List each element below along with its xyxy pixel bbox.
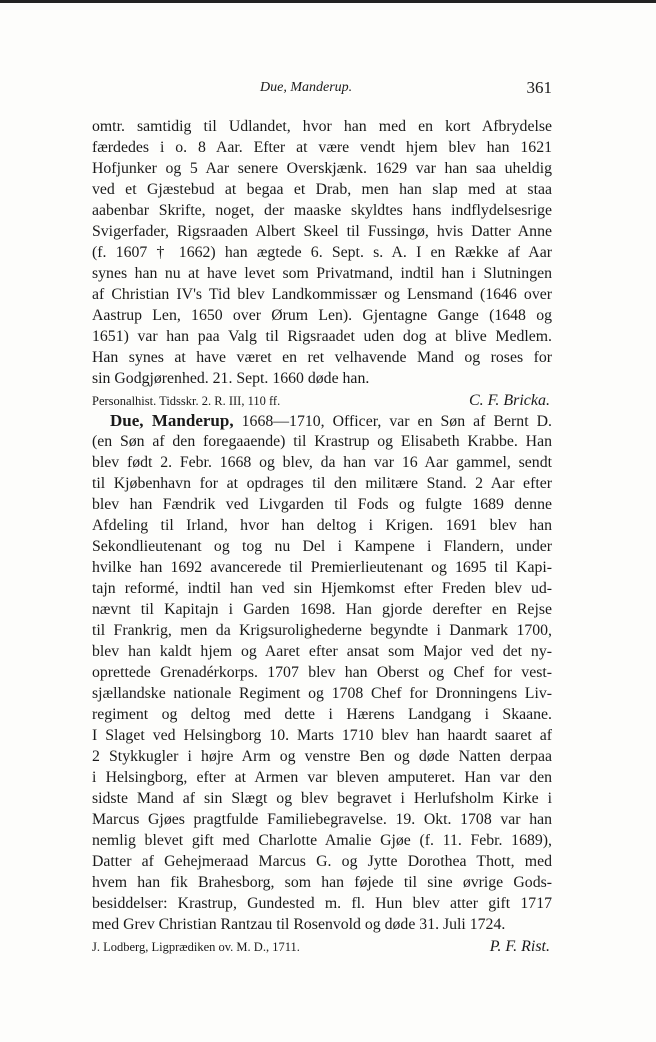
text-line: regiment og deltog med dette i Hærens Landgang i Skaane.: [92, 706, 552, 723]
text-line: til Kjøbenhavn for at opdrages til den militære Stand. 2 Aar efter: [92, 475, 552, 492]
text-line: sidste Mand af sin Slægt og blev begravet i Herlufsholm Kirke i: [92, 790, 552, 807]
author-signature: C. F. Bricka.: [468, 392, 550, 409]
text-line: besiddelser: Krastrup, Gundested m. fl. Hun blev atter gift 1717: [92, 895, 552, 912]
text-line: hvilke han 1692 avancerede til Premierlieutenant og 1695 til Kapi-: [92, 559, 552, 576]
entry-due-manderup: [92, 410, 552, 959]
text-line: oprettede Grenadérkorps. 1707 blev han Oberst og Chef for vest-: [92, 664, 552, 681]
entry-headword: Due, Manderup,: [110, 411, 234, 430]
page-top-rule: [0, 0, 656, 3]
text-line: ved et Gjæstebud at begaa et Drab, men han slap med at staa: [92, 181, 552, 198]
text-line: til Frankrig, men da Krigsurolighederne begyndte i Danmark 1700,: [92, 622, 552, 639]
text-line: med Grev Christian Rantzau til Rosenvold og døde 31. Juli 1724.: [92, 916, 506, 933]
text-line: Datter af Gehejmeraad Marcus G. og Jytte Dorothea Thott, med: [92, 853, 552, 870]
text-line: sin Godgjørenhed. 21. Sept. 1660 døde han.: [92, 370, 370, 387]
text-line: nævnt til Kapitajn i Garden 1698. Han gjorde derefter en Rejse: [92, 601, 552, 618]
text-line: Marcus Gjøes pragtfulde Familiebegravelse. 19. Okt. 1708 var han: [92, 811, 552, 828]
text-line: tajn reformé, indtil han ved sin Hjemkomst efter Freden blev ud-: [92, 580, 552, 597]
text-line: af Christian IV's Tid blev Landkommissær og Lensmand (1646 over: [92, 286, 552, 303]
text-line: Afdeling til Irland, hvor han deltog i Krigen. 1691 blev han: [92, 517, 552, 534]
text-line: blev han kaldt hjem og Aaret efter ansat som Major ved det ny-: [92, 643, 552, 660]
text-line: sjællandske nationale Regiment og 1708 Chef for Dronningens Liv-: [92, 685, 552, 702]
reference-line: [92, 935, 552, 959]
text-line: Hofjunker og 5 Aar senere Overskjænk. 1629 var han saa uheldig: [92, 160, 552, 177]
entry-previous: [92, 116, 552, 413]
text-line: I Slaget ved Helsingborg 10. Marts 1710 blev han haardt saaret af: [92, 727, 552, 744]
text-line: i Helsingborg, efter at Armen var bleven amputeret. Han var den: [92, 769, 552, 786]
text-line: aabenbar Skrifte, noget, der maaske skyldtes hans indflydelsesrige: [92, 202, 552, 219]
text-line: synes han nu at have levet som Privatmand, indtil han i Slutningen: [92, 265, 552, 282]
running-title: Due, Manderup.: [260, 80, 353, 95]
text-line: færdedes i o. 8 Aar. Efter at være vendt hjem blev han 1621: [92, 139, 552, 156]
text-line: Han synes at have været en ret velhavende Mand og roses for: [92, 349, 552, 366]
text-line: omtr. samtidig til Udlandet, hvor han med en kort Afbrydelse: [92, 118, 552, 135]
entry-first-line: [92, 410, 552, 431]
text-line: (f. 1607 † 1662) han ægtede 6. Sept. s. A. I en Række af Aar: [92, 244, 552, 261]
text-line: Sekondlieutenant og tog nu Del i Kampene i Flandern, under: [92, 538, 552, 555]
text-line: Aastrup Len, 1650 over Ørum Len). Gjentagne Gange (1648 og: [92, 307, 552, 324]
page-number: 361: [526, 78, 552, 97]
text-line: (en Søn af den foregaaende) til Krastrup og Elisabeth Krabbe. Han: [92, 433, 552, 450]
text-line: 2 Stykkugler i højre Arm og venstre Ben og døde Natten derpaa: [92, 748, 552, 765]
source-reference: Personalhist. Tidsskr. 2. R. III, 110 ff.: [92, 394, 281, 408]
text-line: 1651) var han paa Valg til Rigsraadet uden dog at blive Medlem.: [92, 328, 552, 345]
entry-intro: 1668—1710, Officer, var en Søn af Bernt D.: [241, 413, 552, 430]
text-line: blev han Fændrik ved Livgarden til Fods og fulgte 1689 denne: [92, 496, 552, 513]
text-line: hvem han fik Brahesborg, som han føjede til sine øvrige Gods-: [92, 874, 552, 891]
text-line: blev født 2. Febr. 1668 og blev, da han var 16 Aar gammel, sendt: [92, 454, 552, 471]
source-reference: J. Lodberg, Ligprædiken ov. M. D., 1711.: [92, 940, 300, 954]
page-header: [92, 78, 552, 102]
author-signature: P. F. Rist.: [489, 938, 550, 955]
text-line: nemlig blevet gift med Charlotte Amalie Gjøe (f. 11. Febr. 1689),: [92, 832, 552, 849]
text-line: Svigerfader, Rigsraaden Albert Skeel til Fussingø, hvis Datter Anne: [92, 223, 552, 240]
